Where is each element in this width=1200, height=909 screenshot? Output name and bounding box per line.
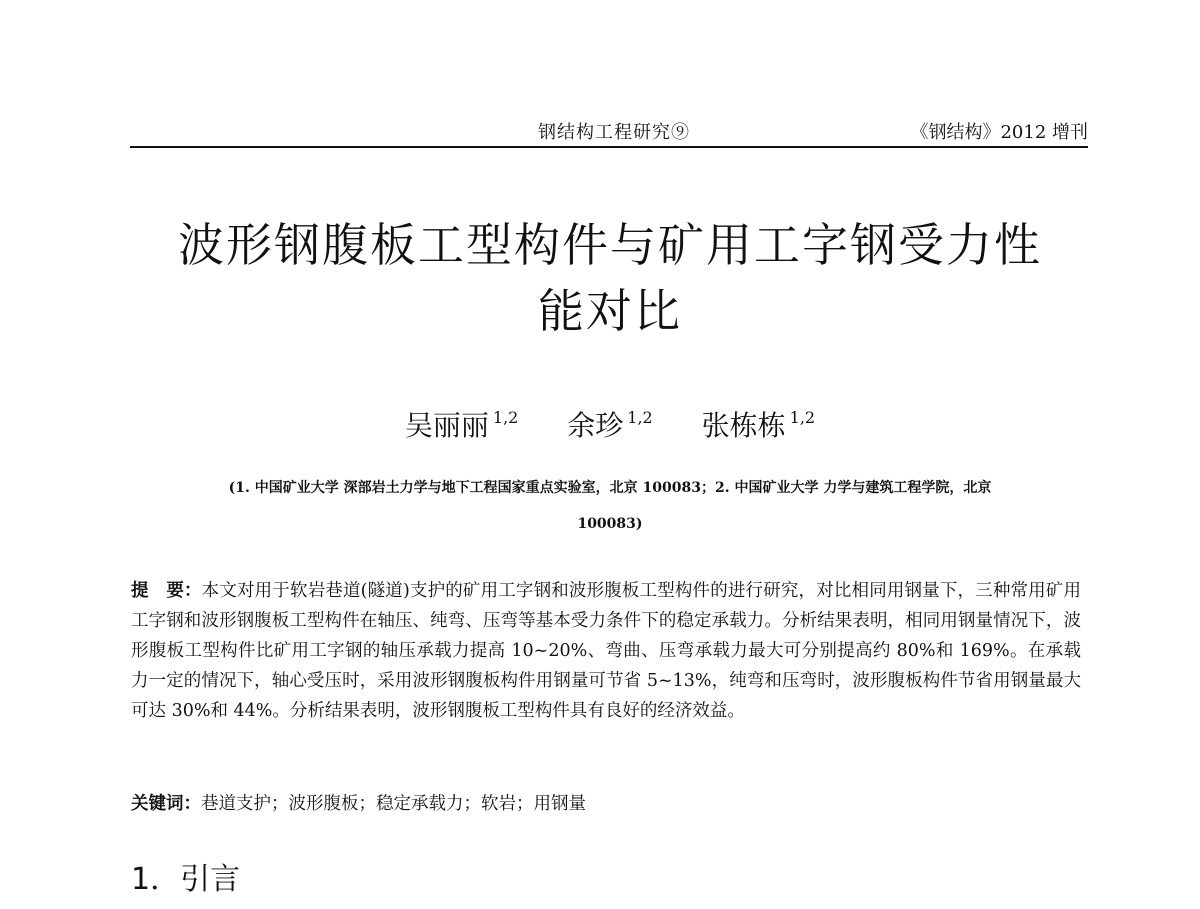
author-1-affiliation-mark: 1,2 — [492, 408, 519, 427]
journal-series: 钢结构工程研究⑨ — [538, 122, 690, 143]
running-header — [130, 112, 1088, 148]
author-3-name: 张栋栋 — [701, 409, 786, 442]
author-2-name: 余珍 — [567, 409, 624, 442]
affiliation — [130, 470, 1090, 542]
author-1-name: 吴丽丽 — [404, 409, 489, 442]
author-1 — [405, 404, 518, 444]
affiliation-line-2: 100083) — [577, 516, 643, 532]
abstract-label: 提 要： — [131, 581, 202, 601]
section-heading-introduction: 1．引言 — [131, 862, 241, 897]
paper-title-line-2: 能对比 — [538, 284, 682, 338]
keywords — [131, 790, 1081, 815]
keywords-label: 关键词： — [131, 794, 201, 814]
abstract-text: 本文对用于软岩巷道(隧道)支护的矿用工字钢和波形腹板工型构件的进行研究，对比相同用钢量下，三种常用矿用工字钢和波形钢腹板工型构件在轴压、纯弯、压弯等基本受力条件下的稳定承载力。分析结果表明，相同用钢量情况下，波形腹板工型构件比矿用工字钢的轴压承载力提高 10~20%、弯曲、压弯承载力最大可分别提高约 80%和 169%。在承载力一定的情况下，轴心受压时，采用波形钢腹板构件用钢量可节省 5~13%，纯弯和压弯时，波形腹板构件节省用钢量最大可达 30%和 44%。分析结果表明，波形钢腹板工型构件具有良好的经济效益。 — [131, 581, 1081, 721]
author-2 — [567, 404, 652, 444]
affiliation-line-1: (1. 中国矿业大学 深部岩土力学与地下工程国家重点实验室，北京 100083；2. 中国矿业大学 力学与建筑工程学院，北京 — [228, 480, 992, 496]
author-2-affiliation-mark: 1,2 — [627, 408, 653, 427]
paper-title — [100, 212, 1120, 344]
author-3 — [702, 404, 815, 444]
author-list — [100, 404, 1120, 444]
journal-issue: 《钢结构》2012 增刊 — [910, 122, 1088, 143]
paper-title-line-1: 波形钢腹板工型构件与矿用工字钢受力性 — [178, 218, 1042, 272]
author-3-affiliation-mark: 1,2 — [789, 408, 816, 427]
keywords-text: 巷道支护；波形腹板；稳定承载力；软岩；用钢量 — [201, 794, 586, 814]
abstract — [131, 576, 1081, 726]
